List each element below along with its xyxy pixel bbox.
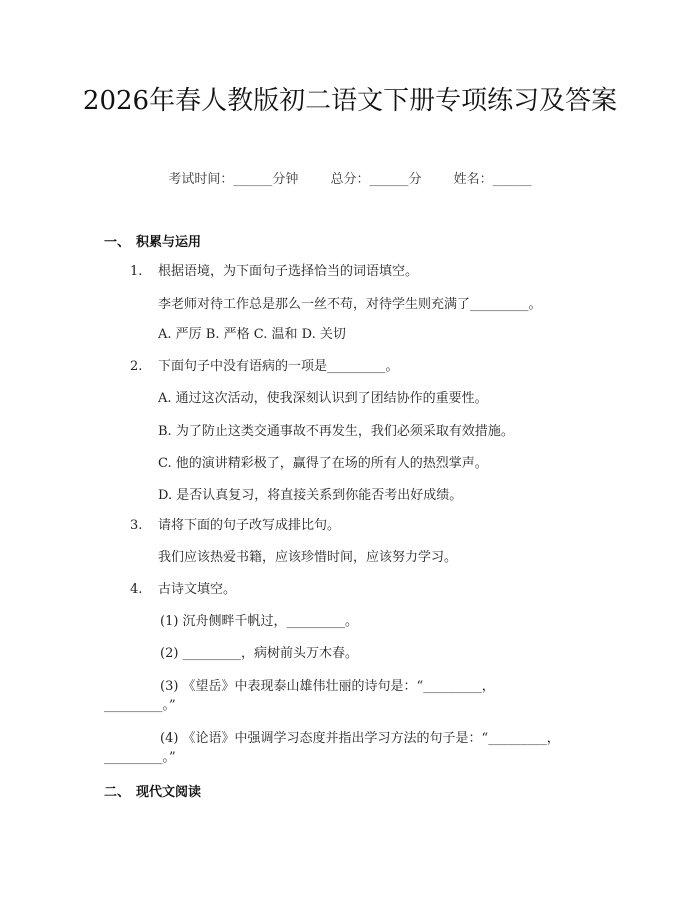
question-1: [130, 263, 419, 281]
question-number: 2.: [130, 359, 143, 374]
section-title: 积累与运用: [136, 235, 202, 250]
exam-name: [454, 168, 532, 187]
question-2-option-a: A. 通过这次活动，使我深刻认识到了团结协作的重要性。: [158, 391, 488, 406]
question-text: 古诗文填空。: [158, 582, 237, 597]
question-4-item-4: (4) 《论语》中强调学习态度并指出学习方法的句子是：“_________，: [160, 731, 560, 746]
section-title: 现代文阅读: [136, 785, 202, 800]
question-2-option-b: B. 为了防止这类交通事故不再发生，我们必须采取有效措施。: [158, 424, 514, 439]
question-1-sentence: 李老师对待工作总是那么一丝不苟，对待学生则充满了_________。: [158, 297, 542, 312]
question-4-item-3: (3) 《望岳》中表现泰山雄伟壮丽的诗句是：“_________，: [160, 679, 495, 694]
question-text: 根据语境，为下面句子选择恰当的词语填空。: [158, 264, 419, 279]
question-4-item-3-continued: _________。”: [104, 698, 176, 713]
question-text: 请将下面的句子改写成排比句。: [158, 518, 341, 533]
section-heading-2: [104, 781, 201, 800]
time-label: 考试时间：: [168, 172, 234, 187]
question-4-item-4-continued: _________。”: [104, 750, 176, 765]
question-number: 3.: [130, 518, 143, 533]
exam-time: [168, 168, 298, 187]
section-number: 一、: [104, 235, 131, 250]
question-1-options: A. 严厉 B. 严格 C. 温和 D. 关切: [158, 327, 346, 342]
name-label: 姓名：: [453, 172, 493, 187]
question-2-option-d: D. 是否认真复习，将直接关系到你能否考出好成绩。: [158, 488, 463, 503]
question-3-sentence: 我们应该热爱书籍，应该珍惜时间，应该努力学习。: [158, 550, 458, 565]
question-3: [130, 517, 341, 535]
question-2-option-c: C. 他的演讲精彩极了，赢得了在场的所有人的热烈掌声。: [158, 456, 488, 471]
question-text: 下面句子中没有语病的一项是_________。: [158, 359, 399, 374]
exam-info: [0, 168, 700, 187]
question-4-item-1: (1) 沉舟侧畔千帆过，_________。: [160, 614, 359, 629]
question-2: [130, 358, 399, 376]
question-4: [130, 581, 237, 599]
question-number: 1.: [130, 264, 143, 279]
question-4-item-2: (2) _________，病树前头万木春。: [160, 646, 359, 661]
section-number: 二、: [104, 785, 131, 800]
time-blank: ______: [233, 172, 273, 187]
question-number: 4.: [130, 582, 143, 597]
score-blank: ______: [369, 172, 409, 187]
time-unit: 分钟: [272, 172, 299, 187]
exam-score: [330, 168, 421, 187]
section-heading-1: [104, 231, 201, 250]
score-label: 总分：: [330, 172, 370, 187]
score-unit: 分: [408, 172, 422, 187]
page-title: 2026年春人教版初二语文下册专项练习及答案: [82, 86, 618, 116]
name-blank: ______: [492, 172, 532, 187]
